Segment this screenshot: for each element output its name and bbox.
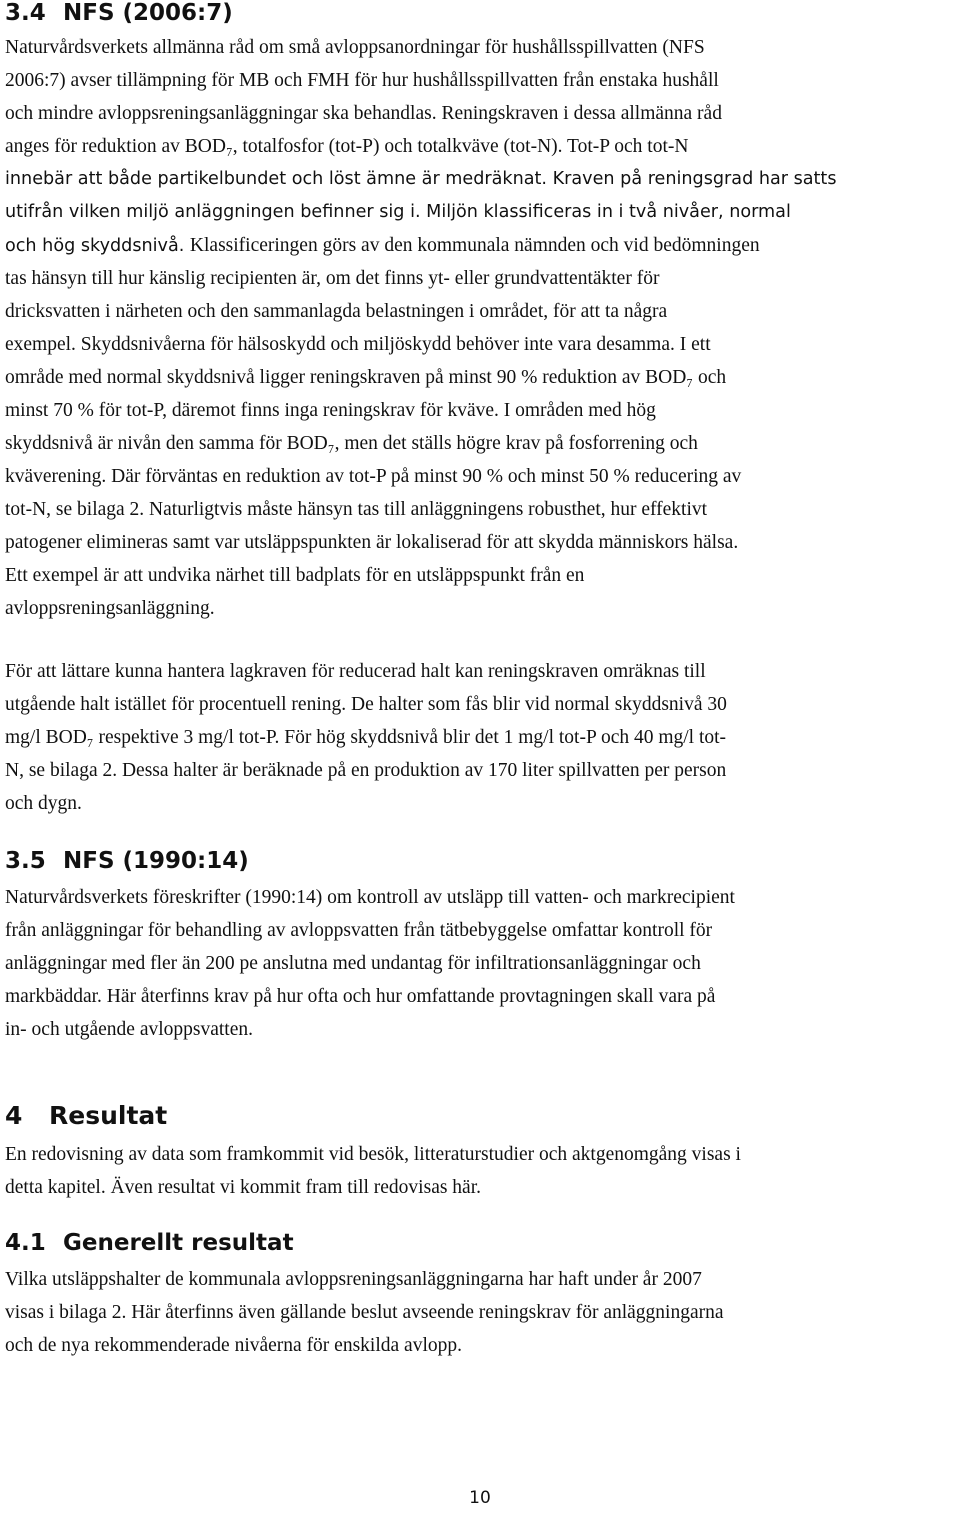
text-line: mg/l BOD₇ respektive 3 mg/l tot-P. För hög skyddsnivå blir det 1 mg/l tot-P och 40 mg/l tot-: [5, 727, 727, 748]
section-heading-4-1: [5, 1230, 294, 1256]
section-number: 4.1: [5, 1230, 46, 1256]
section-number: 3.5: [5, 848, 46, 874]
text-line: Naturvårdsverkets allmänna råd om små avloppsanordningar för hushållsspillvatten (NFS: [5, 37, 705, 58]
text-line: 2006:7) avser tillämpning för MB och FMH för hur hushållsspillvatten från enstaka hushåll: [5, 70, 719, 91]
text-line: skyddsnivå är nivån den samma för BOD₇, men det ställs högre krav på fosforrening och: [5, 433, 698, 454]
chapter-heading-4: [5, 1101, 167, 1130]
text-line: exempel. Skyddsnivåerna för hälsoskydd och miljöskydd behöver inte vara desamma. I ett: [5, 334, 711, 355]
text-line: område med normal skyddsnivå ligger reningskraven på minst 90 % reduktion av BOD₇ och: [5, 367, 727, 388]
text-line-continuation: Klassificeringen görs av den kommunala nämnden och vid bedömningen: [189, 235, 760, 256]
text-line: och de nya rekommenderade nivåerna för enskilda avlopp.: [5, 1335, 462, 1356]
section-number: 3.4: [5, 0, 46, 26]
paragraph-3-4-body: [5, 31, 957, 625]
chapter-title: Resultat: [49, 1101, 168, 1130]
text-line: utifrån vilken miljö anläggningen befinner sig i. Miljön klassificeras in i två nivåer, normal: [5, 202, 791, 222]
text-line: kväverening. Där förväntas en reduktion av tot-P på minst 90 % och minst 50 % reducering av: [5, 466, 742, 487]
paragraph-3-4-halter: [5, 655, 957, 820]
text-line: Naturvårdsverkets föreskrifter (1990:14) om kontroll av utsläpp till vatten- och markrecipient: [5, 887, 735, 908]
text-line: patogener elimineras samt var utsläppspunkten är lokaliserad för att skydda människors hälsa.: [5, 532, 739, 553]
text-line: utgående halt istället för procentuell rening. De halter som fås blir vid normal skyddsnivå 30: [5, 694, 727, 715]
text-line: innebär att både partikelbundet och löst ämne är medräknat. Kraven på reningsgrad har satts: [5, 169, 837, 189]
paragraph-4-1-body: [5, 1263, 957, 1362]
paragraph-3-5-body: [5, 881, 957, 1046]
section-title: Generellt resultat: [63, 1230, 294, 1256]
text-line: Ett exempel är att undvika närhet till badplats för en utsläppspunkt från en: [5, 565, 585, 586]
section-heading-3-5: [5, 848, 249, 874]
text-line: från anläggningar för behandling av avloppsvatten från tätbebyggelse omfattar kontroll för: [5, 920, 713, 941]
text-line: visas i bilaga 2. Här återfinns även gällande beslut avseende reningskrav för anläggningarna: [5, 1302, 724, 1323]
chapter-number: 4: [5, 1101, 23, 1130]
text-line: tas hänsyn till hur känslig recipienten är, om det finns yt- eller grundvattentäkter för: [5, 268, 660, 289]
text-line: och mindre avloppsreningsanläggningar ska behandlas. Reningskraven i dessa allmänna råd: [5, 103, 722, 124]
section-title: NFS (1990:14): [63, 848, 249, 874]
section-title: NFS (2006:7): [63, 0, 233, 26]
paragraph-4-body: [5, 1138, 957, 1204]
text-line: tot-N, se bilaga 2. Naturligtvis måste hänsyn tas till anläggningens robusthet, hur effektivt: [5, 499, 708, 520]
text-line: Vilka utsläppshalter de kommunala avloppsreningsanläggningarna har haft under år 2007: [5, 1269, 702, 1290]
text-line: anläggningar med fler än 200 pe anslutna med undantag för infiltrationsanläggningar och: [5, 953, 701, 974]
text-line: dricksvatten i närheten och den sammanlagda belastningen i området, för att ta några: [5, 301, 668, 322]
section-heading-3-4: [5, 0, 233, 26]
text-line: minst 70 % för tot-P, däremot finns inga reningskrav för kväve. I områden med hög: [5, 400, 656, 421]
text-line: detta kapitel. Även resultat vi kommit fram till redovisas här.: [5, 1177, 482, 1198]
text-line: För att lättare kunna hantera lagkraven för reducerad halt kan reningskraven omräknas till: [5, 661, 706, 682]
text-line: N, se bilaga 2. Dessa halter är beräknade på en produktion av 170 liter spillvatten per person: [5, 760, 727, 781]
text-line: avloppsreningsanläggning.: [5, 598, 215, 619]
text-line: markbäddar. Här återfinns krav på hur ofta och hur omfattande provtagningen skall vara på: [5, 986, 716, 1007]
text-line: och dygn.: [5, 793, 82, 814]
text-line: in- och utgående avloppsvatten.: [5, 1019, 254, 1040]
text-line: anges för reduktion av BOD₇, totalfosfor (tot-P) och totalkväve (tot-N). Tot-P och tot-N: [5, 136, 689, 157]
text-line: En redovisning av data som framkommit vid besök, litteraturstudier och aktgenomgång visas i: [5, 1144, 741, 1165]
text-line: och hög skyddsnivå. Klassificeringen görs av den kommunala nämnden och vid bedömningen: [5, 235, 760, 256]
page-number: 10: [469, 1488, 491, 1508]
